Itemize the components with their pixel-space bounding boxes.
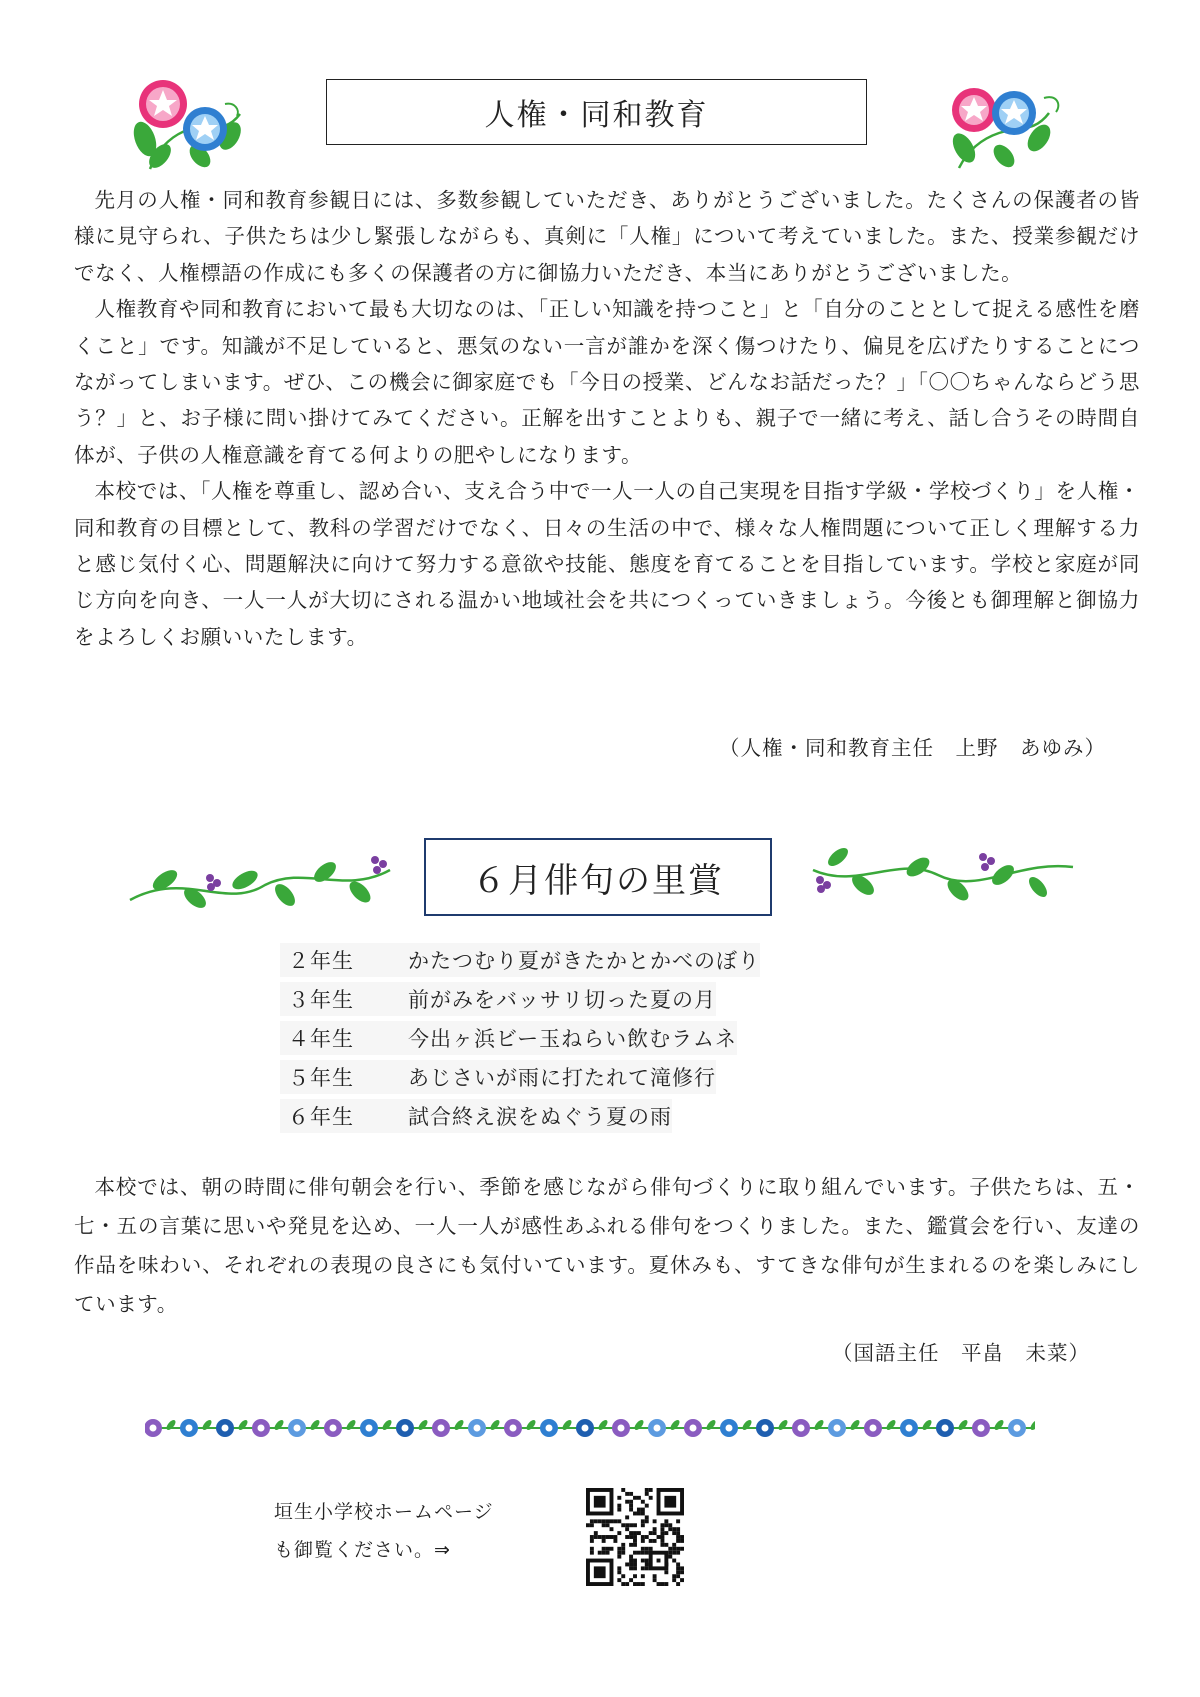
- haiku-row: [280, 1096, 800, 1135]
- garland-leaf: [885, 1418, 897, 1431]
- garland-leaf: [633, 1418, 645, 1431]
- haiku-row: [280, 1018, 800, 1057]
- garland-leaf: [669, 1418, 681, 1431]
- garland-flower-center: [582, 1425, 589, 1432]
- garland-flower-center: [402, 1425, 409, 1432]
- garland-flower-center: [978, 1425, 985, 1432]
- section1-body: [74, 182, 1140, 655]
- garland-flower-center: [258, 1425, 265, 1432]
- haiku-grade: ４年生: [280, 1021, 378, 1055]
- section2-paragraph: 本校では、朝の時間に俳句朝会を行い、季節を感じながら俳句づくりに取り組んでいます。子供たちは、五・七・五の言葉に思いや発見を込め、一人一人が感性あふれる俳句をつくりました。また、鑑賞会を行い、友達の作品を味わい、それぞれの表現の良さにも気付いています。夏休みも、すてきな俳句が生まれるのを楽しみにしています。: [74, 1175, 1140, 1316]
- garland-flower-center: [330, 1425, 337, 1432]
- garland-flower-center: [150, 1425, 157, 1432]
- haiku-grade: ５年生: [280, 1060, 378, 1094]
- garland-leaf: [741, 1418, 753, 1431]
- garland-leaf: [561, 1418, 573, 1431]
- section1-paragraph-2: 人権教育や同和教育において最も大切なのは、「正しい知識を持つこと」と「自分のこととして捉える感性を磨くこと」です。知識が不足していると、悪気のない一言が誰かを深く傷つけたり、偏見を広げたりすることにつながってしまいます。ぜひ、この機会に御家庭でも「今日の授業、どんなお話だった？」「〇〇ちゃんならどう思う？」と、お子様に問い掛けてみてください。正解を出すことよりも、親子で一緒に考え、話し合うその時間自体が、子供の人権意識を育てる何よりの肥やしになります。: [74, 297, 1140, 467]
- haiku-text: かたつむり夏がきたかとかべのぼり: [378, 943, 760, 977]
- garland-leaf: [525, 1418, 537, 1431]
- garland-leaf: [237, 1418, 249, 1431]
- garland-flower-center: [762, 1425, 769, 1432]
- garland-leaf: [849, 1418, 861, 1431]
- vine-left-icon: [125, 850, 395, 920]
- garland-flower-center: [870, 1425, 877, 1432]
- garland-flower-center: [294, 1425, 301, 1432]
- garland-leaf: [993, 1418, 1005, 1431]
- garland-leaf: [273, 1418, 285, 1431]
- haiku-grade: ６年生: [280, 1099, 378, 1133]
- garland-leaf: [345, 1418, 357, 1431]
- haiku-row: [280, 940, 800, 979]
- garland-leaf: [705, 1418, 717, 1431]
- garland-flower-center: [618, 1425, 625, 1432]
- section1-signature: （人権・同和教育主任 上野 あゆみ）: [719, 736, 1106, 760]
- garland-leaf: [309, 1418, 321, 1431]
- garland-leaf: [957, 1418, 969, 1431]
- garland-flower-center: [906, 1425, 913, 1432]
- garland-leaf: [417, 1418, 429, 1431]
- garland-flower-center: [690, 1425, 697, 1432]
- garland-leaf: [813, 1418, 825, 1431]
- garland-leaf: [381, 1418, 393, 1431]
- garland-flower-center: [366, 1425, 373, 1432]
- homepage-note-line2: も御覧ください。⇒: [274, 1539, 451, 1561]
- haiku-text: 試合終え涙をぬぐう夏の雨: [378, 1099, 672, 1133]
- garland-flower-center: [438, 1425, 445, 1432]
- garland-flower-center: [474, 1425, 481, 1432]
- garland-flower-center: [510, 1425, 517, 1432]
- garland-leaf: [453, 1418, 465, 1431]
- garland-flower-center: [942, 1425, 949, 1432]
- garland-leaf: [201, 1418, 213, 1431]
- vine-right-icon: [808, 845, 1078, 910]
- section2-body: [74, 1168, 1140, 1324]
- garland-leaf: [1029, 1418, 1035, 1431]
- garland-leaf: [777, 1418, 789, 1431]
- section1-paragraph-3: 本校では、「人権を尊重し、認め合い、支え合う中で一人一人の自己実現を目指す学級・学校づくり」を人権・同和教育の目標として、教科の学習だけでなく、日々の生活の中で、様々な人権問題について正しく理解する力と感じ気付く心、問題解決に向けて努力する意欲や技能、態度を育てることを目指しています。学校と家庭が同じ方向を向き、一人一人が大切にされる温かい地域社会を共につくっていきましょう。今後とも御理解と御協力をよろしくお願いいたします。: [74, 479, 1140, 649]
- haiku-text: 前がみをバッサリ切った夏の月: [378, 982, 716, 1016]
- haiku-row: [280, 979, 800, 1018]
- garland-leaf: [921, 1418, 933, 1431]
- haiku-text: あじさいが雨に打たれて滝修行: [378, 1060, 716, 1094]
- garland-flower-center: [1014, 1425, 1021, 1432]
- homepage-note-line1: 垣生小学校ホームページ: [274, 1501, 494, 1523]
- flower-garland-divider: [145, 1413, 1035, 1443]
- haiku-row: [280, 1057, 800, 1096]
- homepage-note: [274, 1493, 494, 1569]
- garland-flower-center: [546, 1425, 553, 1432]
- haiku-text: 今出ヶ浜ビー玉ねらい飲むラムネ: [378, 1021, 737, 1055]
- garland-flower-center: [726, 1425, 733, 1432]
- garland-flower-center: [222, 1425, 229, 1432]
- garland-flower-center: [654, 1425, 661, 1432]
- section1-paragraph-1: 先月の人権・同和教育参観日には、多数参観していただき、ありがとうございました。たくさんの保護者の皆様に見守られ、子供たちは少し緊張しながらも、真剣に「人権」について考えていました。また、授業参観だけでなく、人権標語の作成にも多くの保護者の方に御協力いただき、本当にありがとうございました。: [74, 188, 1140, 285]
- garland-flower-center: [798, 1425, 805, 1432]
- section2-title: ６月俳句の里賞: [424, 838, 772, 916]
- haiku-grade: ３年生: [280, 982, 378, 1016]
- garland-leaf: [489, 1418, 501, 1431]
- qr-code-icon[interactable]: [586, 1488, 684, 1586]
- section2-signature: （国語主任 平畠 未菜）: [832, 1341, 1090, 1365]
- section1-title: 人権・同和教育: [326, 79, 867, 145]
- garland-leaf: [165, 1418, 177, 1431]
- haiku-grade: ２年生: [280, 943, 378, 977]
- haiku-list: [280, 940, 800, 1135]
- morning-glory-left-icon: [130, 74, 260, 179]
- garland-flower-center: [186, 1425, 193, 1432]
- morning-glory-right-icon: [944, 78, 1069, 178]
- garland-flower-center: [834, 1425, 841, 1432]
- garland-leaf: [597, 1418, 609, 1431]
